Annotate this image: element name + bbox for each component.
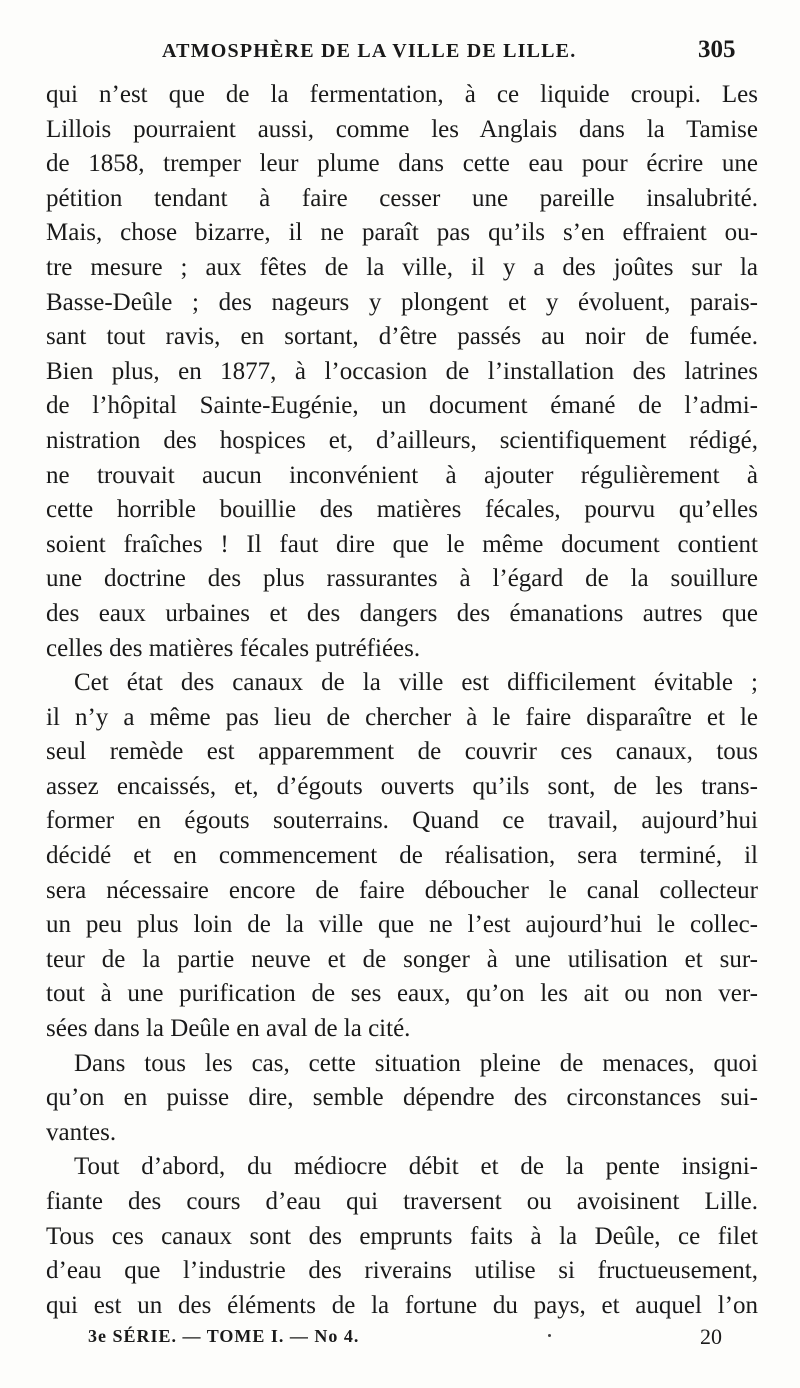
- text-line: des eaux urbaines et des dangers des émanations autres que: [46, 599, 758, 627]
- text-line: il n’y a même pas lieu de chercher à le faire disparaître et le: [46, 703, 758, 731]
- text-line: Mais, chose bizarre, il ne paraît pas qu’ils s’en effraient ou-: [46, 219, 758, 247]
- printer-signature: 3e SÉRIE. — TOME I. — No 4.: [88, 1326, 360, 1346]
- text-line: cette horrible bouillie des matières fécales, pourvu qu’elles: [46, 496, 758, 524]
- text-line: soient fraîches ! Il faut dire que le même document contient: [46, 530, 758, 558]
- text-line: un peu plus loin de la ville que ne l’est aujourd’hui le collec-: [46, 911, 758, 939]
- paragraph: [46, 1150, 758, 1323]
- text-line: fiante des cours d’eau qui traversent ou avoisinent Lille.: [46, 1188, 758, 1215]
- text-line: ne trouvait aucun inconvénient à ajouter régulièrement à: [46, 461, 758, 489]
- running-head: [0, 36, 800, 70]
- text-line: nistration des hospices et, d’ailleurs, scientifiquement rédigé,: [46, 426, 758, 454]
- text-line: Tous ces canaux sont des emprunts faits à la Deûle, ce filet: [46, 1222, 758, 1250]
- text-line: teur de la partie neuve et de songer à une utilisation et sur-: [46, 945, 758, 973]
- text-line: former en égouts souterrains. Quand ce travail, aujourd’hui: [46, 807, 758, 835]
- text-line: Dans tous les cas, cette situation pleine de menaces, quoi: [74, 1049, 758, 1077]
- text-line: de l’hôpital Sainte-Eugénie, un document émané de l’admi-: [46, 392, 758, 420]
- text-line: une doctrine des plus rassurantes à l’égard de la souillure: [46, 565, 758, 593]
- text-line: sera nécessaire encore de faire déboucher le canal collecteur: [46, 876, 758, 904]
- sheet-number: 20: [700, 1324, 722, 1349]
- text-line: sant tout ravis, en sortant, d’être passés au noir de fumée.: [46, 323, 758, 351]
- text-line: vantes.: [46, 1118, 117, 1146]
- paragraph: [46, 666, 758, 1047]
- text-line: Tout d’abord, du médiocre débit et de la pente insigni-: [74, 1153, 758, 1181]
- print-speck: [548, 1334, 551, 1337]
- paragraph: [46, 78, 758, 666]
- text-line: Lillois pourraient aussi, comme les Anglais dans la Tamise: [46, 115, 758, 143]
- text-line: seul remède est apparemment de couvrir ces canaux, tous: [46, 738, 758, 766]
- paragraph: [46, 1047, 758, 1151]
- running-title: ATMOSPHÈRE DE LA VILLE DE LILLE.: [162, 40, 577, 62]
- text-line: Basse-Deûle ; des nageurs y plongent et y évoluent, parais-: [46, 288, 758, 316]
- text-line: Bien plus, en 1877, à l’occasion de l’installation des latrines: [46, 357, 758, 385]
- text-line: d’eau que l’industrie des riverains utilise si fructueusement,: [46, 1257, 758, 1285]
- page-number: 305: [698, 36, 736, 63]
- text-line: sées dans la Deûle en aval de la cité.: [46, 1015, 411, 1043]
- text-line: tre mesure ; aux fêtes de la ville, il y a des joûtes sur la: [46, 253, 758, 281]
- text-line: celles des matières fécales putréfiées.: [46, 634, 421, 662]
- text-line: assez encaissés, et, d’égouts ouverts qu’ils sont, de les trans-: [46, 772, 758, 800]
- body-text: [46, 78, 758, 1323]
- text-line: qui est un des éléments de la fortune du pays, et auquel l’on: [46, 1291, 758, 1319]
- text-line: qui n’est que de la fermentation, à ce liquide croupi. Les: [46, 81, 758, 108]
- page-footer: [0, 1322, 800, 1352]
- text-line: de 1858, tremper leur plume dans cette eau pour écrire une: [46, 150, 758, 178]
- text-line: pétition tendant à faire cesser une pareille insalubrité.: [46, 184, 758, 212]
- text-line: qu’on en puisse dire, semble dépendre des circonstances sui-: [46, 1084, 758, 1112]
- text-line: décidé et en commencement de réalisation, sera terminé, il: [46, 842, 758, 870]
- text-line: tout à une purification de ses eaux, qu’on les ait ou non ver-: [46, 980, 758, 1008]
- text-line: Cet état des canaux de la ville est difficilement évitable ;: [74, 669, 758, 697]
